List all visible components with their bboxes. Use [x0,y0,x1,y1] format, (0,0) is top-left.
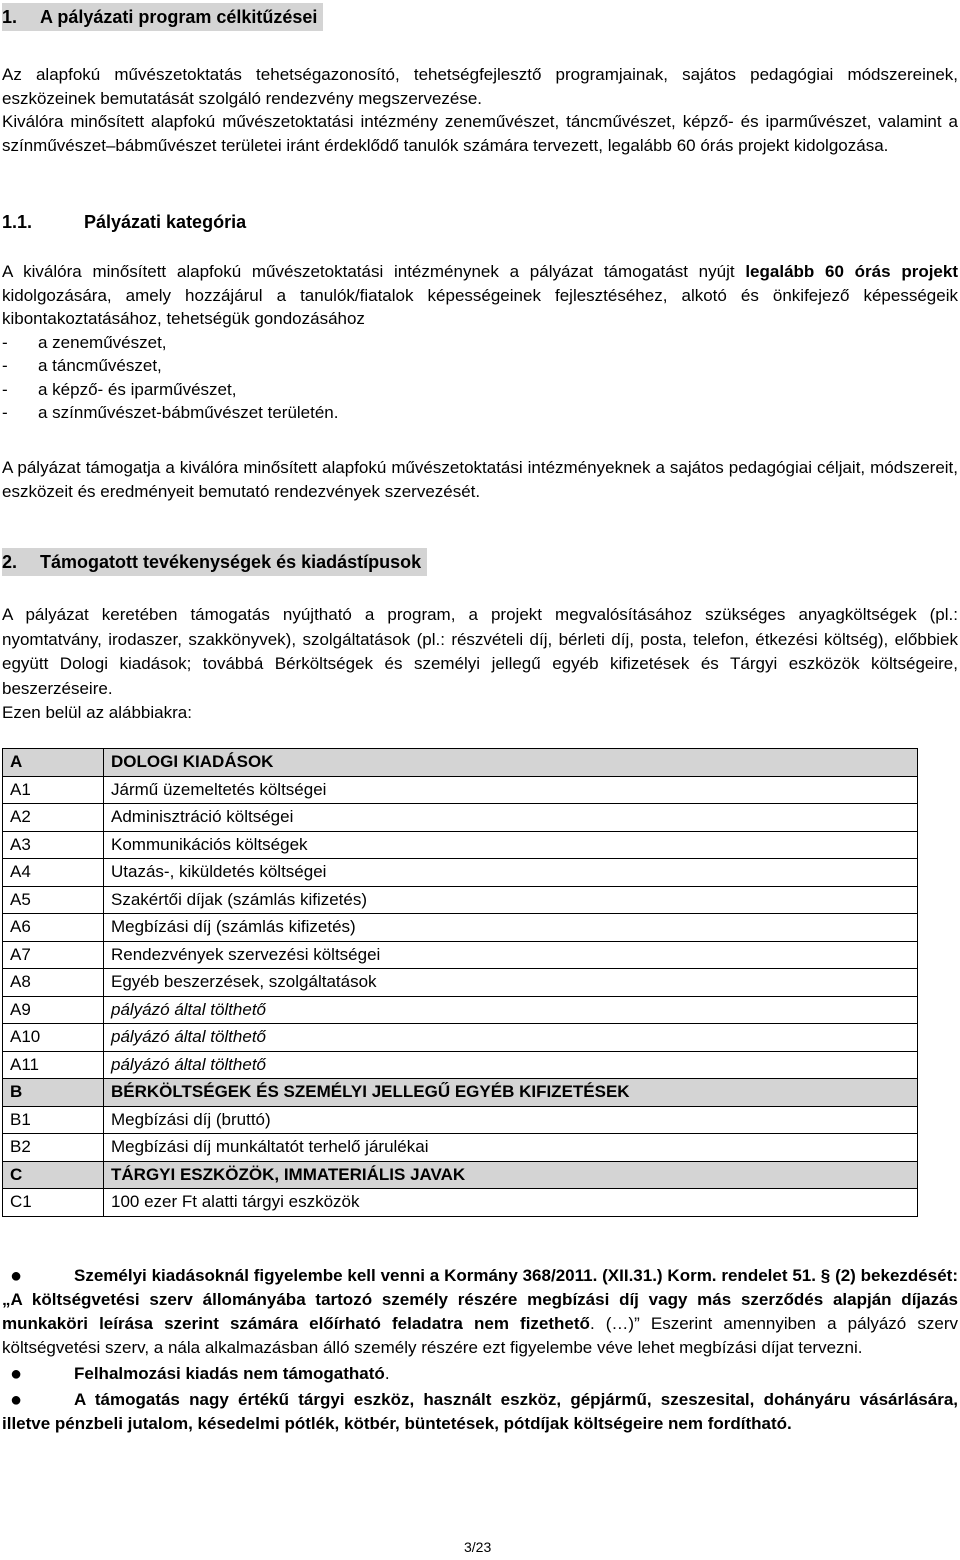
cost-label-cell: 100 ezer Ft alatti tárgyi eszközök [104,1189,918,1217]
section-number: 1. [2,7,18,27]
cost-label-cell: Jármű üzemeltetés költségei [104,776,918,804]
section-number: 2. [2,552,18,572]
list-item-text: a zeneművészet, [38,332,167,352]
cost-label-cell: Egyéb beszerzések, szolgáltatások [104,969,918,997]
paragraph-within: Ezen belül az alábbiakra: [2,703,192,722]
dash-marker: - [2,356,8,375]
list-item [2,401,958,425]
table-row [3,1079,918,1107]
table-row [3,859,918,887]
note-bold-text: Személyi kiadásoknál figyelembe kell venni a Kormány 368/2011. (XII.31.) Korm. rendelet 51. § (2) bekezdését: „A költségvetési szerv állományába tartozó személy részére megbízási díj vagy más szerződés alapján díjazás munkaköri leírása szerint számára előírható feladatra nem fizethető [2,1266,958,1333]
list-item-text: a színművészet-bábművészet területén. [38,403,339,422]
cost-label-cell: TÁRGYI ESZKÖZÖK, IMMATERIÁLIS JAVAK [104,1161,918,1189]
dash-marker: - [2,379,8,399]
cost-code-cell: A4 [3,859,104,887]
category-block [2,260,958,425]
note-text: . (…)” Eszerint amennyiben a pályázó szerv költségvetési szerv, a nála alkalmazásban álló személy részére ezt figyelembe véve lehet megbízási díjat tervezni. [2,1314,958,1357]
section-title: Pályázati kategória [84,212,247,232]
cost-label-cell: DOLOGI KIADÁSOK [104,749,918,777]
list-item-text: a táncművészet, [38,356,162,375]
table-row [3,914,918,942]
cost-label-cell: Kommunikációs költségek [104,831,918,859]
cost-label-cell: pályázó által tölthető [104,1024,918,1052]
cost-label-cell: Megbízási díj (számlás kifizetés) [104,914,918,942]
cost-code-cell: A9 [3,996,104,1024]
cost-code-cell: A8 [3,969,104,997]
bullet-icon: ● [10,1265,23,1287]
paragraph-goal: Az alapfokú művészetoktatás tehetségazonosító, tehetségfejlesztő programjainak, sajátos pedagógiai módszereinek, eszközeinek bemutatását szolgáló rendezvény megszervezése. [2,65,958,108]
table-row [3,1189,918,1217]
bullet-icon: ● [10,1363,23,1385]
note-not-supported [2,1388,958,1436]
list-item [2,331,958,355]
cost-code-cell: A2 [3,804,104,832]
expenses-block [2,603,958,726]
note-personal-expenses [2,1264,958,1360]
table-row [3,749,918,777]
cost-code-cell: A5 [3,886,104,914]
notes-list [2,1264,958,1436]
note-bold-text: A támogatás nagy értékű tárgyi eszköz, használt eszköz, gépjármű, szeszesital, dohányáru vásárlására, illetve pénzbeli jutalom, késedelmi pótlék, kötbér, büntetések, pótdíjak költségeire nem fordítható. [2,1390,958,1433]
note-bold-text: Felhalmozási kiadás nem támogatható [74,1364,385,1383]
cost-label-cell: Megbízási díj (bruttó) [104,1106,918,1134]
cost-label-cell: Megbízási díj munkáltatót terhelő járulékai [104,1134,918,1162]
cost-type-table [2,748,918,1217]
cost-code-cell: A7 [3,941,104,969]
table-row [3,1161,918,1189]
cost-label-cell: Utazás-, kiküldetés költségei [104,859,918,887]
table-row [3,969,918,997]
cost-label-cell: BÉRKÖLTSÉGEK ÉS SZEMÉLYI JELLEGŰ EGYÉB KIFIZETÉSEK [104,1079,918,1107]
dash-marker: - [2,332,8,352]
table-row [3,996,918,1024]
table-row [3,776,918,804]
paragraph-support: A pályázat támogatja a kiválóra minősített alapfokú művészetoktatási intézményeknek a sajátos pedagógiai céljait, módszereit, eszközeit és eredményeit bemutató rendezvények szervezését. [2,458,958,501]
cost-code-cell: B [3,1079,104,1107]
table-row [3,804,918,832]
intro-block [2,63,958,157]
paragraph-emphasis: legalább 60 órás projekt [745,262,958,281]
section-title: Támogatott tevékenységek és kiadástípusok [40,552,422,572]
cost-label-cell: pályázó által tölthető [104,1051,918,1079]
table-row [3,831,918,859]
table-row [3,886,918,914]
cost-code-cell: A10 [3,1024,104,1052]
art-field-list [2,331,958,425]
dash-marker: - [2,403,8,422]
table-row [3,1024,918,1052]
table-row [3,1106,918,1134]
table-row [3,941,918,969]
support-block [2,456,958,503]
cost-code-cell: C [3,1161,104,1189]
cost-code-cell: A3 [3,831,104,859]
note-text: . [384,1364,390,1383]
list-item [2,378,958,402]
section-title: A pályázati program célkitűzései [40,7,318,27]
paragraph-expenses: A pályázat keretében támogatás nyújtható a program, a projekt megvalósításához szükséges anyagköltségek (pl.: nyomtatvány, irodaszer, szakkönyvek), szolgáltatások (pl.: részvételi díj, bérleti díj, posta, telefon, étkezési költség), előbbiek együtt Dologi kiadások; továbbá Bérköltségek és személyi jellegű egyéb kifizetések és Tárgyi eszközök költségeire, beszerzéseire. [2,605,958,698]
cost-code-cell: C1 [3,1189,104,1217]
cost-label-cell: Szakértői díjak (számlás kifizetés) [104,886,918,914]
table-row [3,1051,918,1079]
paragraph-category [2,260,958,331]
section-number: 1.1. [2,212,33,232]
table-row [3,1134,918,1162]
cost-code-cell: A [3,749,104,777]
cost-code-cell: A11 [3,1051,104,1079]
paragraph-project: Kiválóra minősített alapfokú művészetoktatási intézmény zeneművészet, táncművészet, képző- és iparművészet, valamint a színművészet–bábművészet területei iránt érdeklődő tanulók számára tervezett, legalább 60 órás projekt kidolgozása. [2,112,958,155]
bullet-icon: ● [10,1389,23,1411]
note-accumulation [2,1362,958,1386]
cost-label-cell: Rendezvények szervezési költségei [104,941,918,969]
section-heading-1 [2,3,323,31]
cost-label-cell: pályázó által tölthető [104,996,918,1024]
page-number: 3/23 [464,1539,492,1555]
cost-code-cell: B2 [3,1134,104,1162]
paragraph-text: kidolgozására, amely hozzájárul a tanulók/fiatalok képességeinek fejlesztéséhez, alkotó és önkifejező képességeik kibontakoztatásához, tehetségük gondozásához [2,285,958,328]
section-heading-2 [2,548,427,576]
section-heading-1-1 [2,211,246,235]
list-item [2,354,958,378]
paragraph-text: A kiválóra minősített alapfokú művészetoktatási intézménynek a pályázat támogatást nyújt [2,262,746,281]
cost-code-cell: B1 [3,1106,104,1134]
cost-label-cell: Adminisztráció költségei [104,804,918,832]
cost-code-cell: A6 [3,914,104,942]
list-item-text: a képző- és iparművészet, [38,379,237,399]
cost-code-cell: A1 [3,776,104,804]
